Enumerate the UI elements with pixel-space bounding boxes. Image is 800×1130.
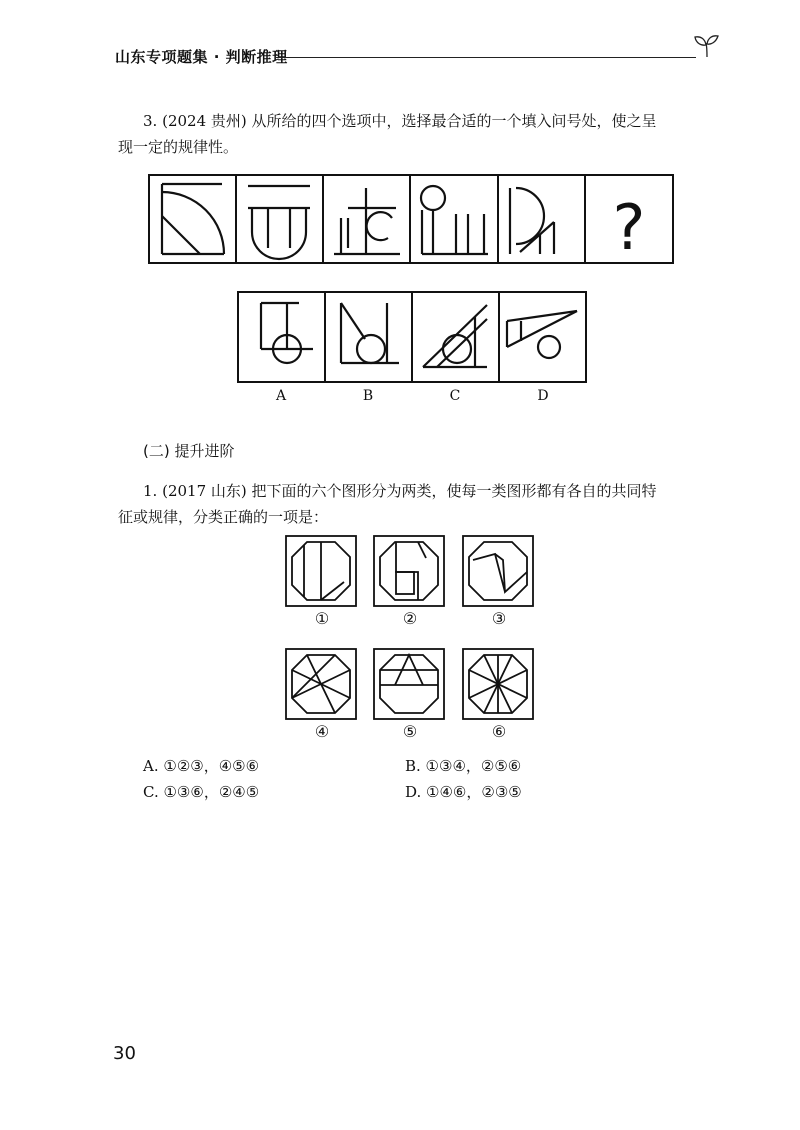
figure-label-2: ② <box>402 609 418 628</box>
option-c-figure[interactable] <box>423 305 487 367</box>
question-1 <box>118 478 733 530</box>
question-1-stem-line2: 征或规律，分类正确的一项是： <box>118 508 329 526</box>
figure-2 <box>374 536 444 606</box>
figure-5 <box>374 649 444 719</box>
answer-choice-a[interactable]: A. ①②③，④⑤⑥ <box>143 757 260 775</box>
figure-3 <box>463 536 533 606</box>
option-label-d: D <box>537 388 549 404</box>
question-1-number: 1. <box>143 482 158 500</box>
option-label-c: C <box>449 388 461 404</box>
answer-choice-d[interactable]: D. ①④⑥，②③⑤ <box>405 783 522 801</box>
answer-choice-b[interactable]: B. ①③④，②⑤⑥ <box>405 757 522 775</box>
figure-4 <box>286 649 356 719</box>
question-3-sequence <box>148 174 674 264</box>
option-d-figure[interactable] <box>507 311 577 358</box>
option-a-figure[interactable] <box>261 303 313 363</box>
figure-1 <box>286 536 356 606</box>
question-3-number: 3. <box>143 112 158 130</box>
question-1-source: (2017 山东) <box>162 482 247 500</box>
figure-label-3: ③ <box>491 609 507 628</box>
section-title: (二) 提升进阶 <box>143 442 235 460</box>
sequence-figure-5 <box>510 188 554 254</box>
question-3-options <box>237 291 587 383</box>
question-1-stem-line1: 把下面的六个图形分为两类，使每一类图形都有各自的共同特 <box>251 482 657 500</box>
question-3-source: (2024 贵州) <box>162 112 247 130</box>
option-label-b: B <box>362 388 374 404</box>
figure-label-5: ⑤ <box>402 722 418 741</box>
header-rule <box>276 57 696 58</box>
sequence-figure-2 <box>248 186 310 259</box>
sequence-figure-4 <box>421 186 488 254</box>
page-number: 30 <box>113 1043 136 1064</box>
figure-6 <box>463 649 533 719</box>
header-title: 山东专项题集 · 判断推理 <box>115 48 288 66</box>
question-mark: ? <box>612 191 646 264</box>
sprout-icon <box>693 33 721 59</box>
sequence-figure-3 <box>334 188 400 254</box>
figure-label-6: ⑥ <box>491 722 507 741</box>
figure-label-4: ④ <box>314 722 330 741</box>
question-3-stem-line1: 从所给的四个选项中，选择最合适的一个填入问号处，使之呈 <box>251 112 657 130</box>
question-1-figures <box>285 534 535 744</box>
option-b-figure[interactable] <box>341 303 399 363</box>
figure-label-1: ① <box>314 609 330 628</box>
sequence-figure-1 <box>162 184 224 254</box>
answer-choice-c[interactable]: C. ①③⑥，②④⑤ <box>143 783 260 801</box>
question-3-stem-line2: 现一定的规律性。 <box>118 138 239 156</box>
option-label-a: A <box>275 388 287 404</box>
question-3 <box>118 108 733 160</box>
